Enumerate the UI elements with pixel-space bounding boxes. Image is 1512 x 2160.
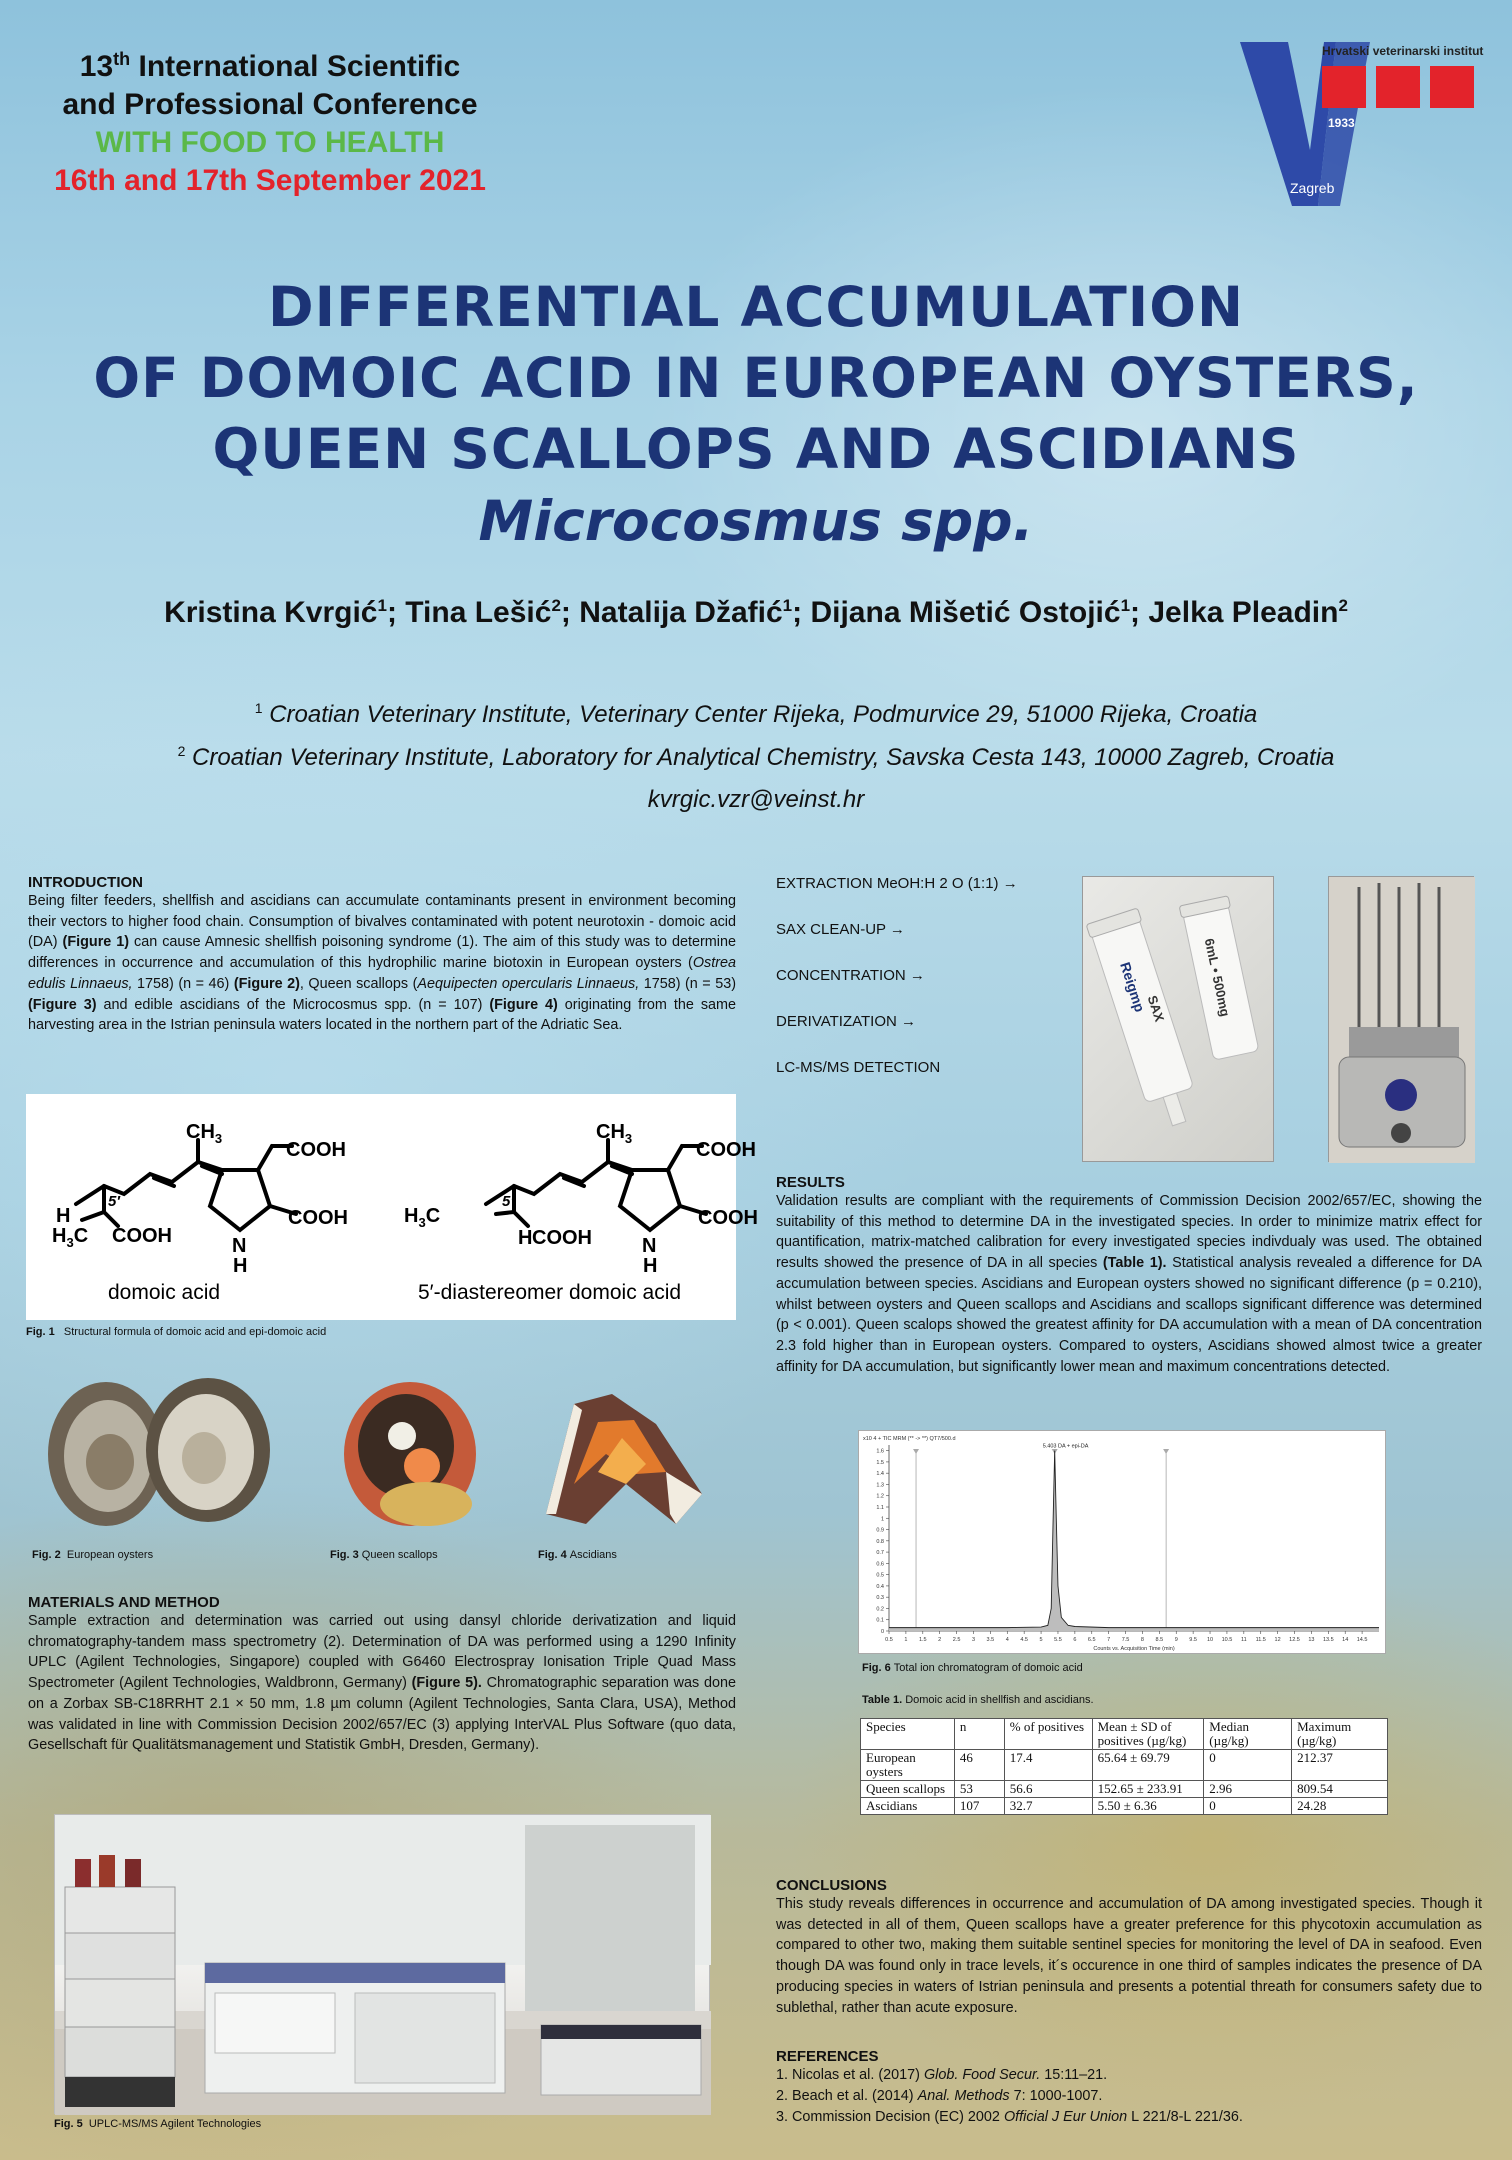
svg-text:5′: 5′ (108, 1193, 120, 1210)
y-tick-label: 0.8 (876, 1538, 884, 1545)
x-tick-label: 9.5 (1189, 1637, 1197, 1643)
col-median: Median (µg/kg) (1204, 1719, 1292, 1750)
svg-text:H: H (643, 1255, 658, 1277)
y-tick-label: 1.5 (876, 1459, 884, 1466)
svg-text:COOH: COOH (532, 1227, 592, 1249)
conclusions-heading: CONCLUSIONS (776, 1877, 887, 1894)
y-tick-label: 1.1 (876, 1505, 884, 1511)
logo-square-3 (1430, 66, 1474, 108)
chromatogram-chart (859, 1431, 1387, 1655)
col-species: Species (861, 1719, 955, 1750)
x-tick-label: 7 (1107, 1637, 1111, 1643)
conference-dates: 16th and 17th September 2021 (54, 164, 486, 197)
conference-slogan: WITH FOOD TO HEALTH (95, 126, 445, 159)
svg-text:N: N (232, 1235, 247, 1257)
chart-header: x10 4 + TIC MRM (** -> **) QT7/500.d (863, 1436, 956, 1442)
y-tick-label: 0.3 (876, 1595, 884, 1602)
y-tick-label: 0 (880, 1629, 884, 1635)
scallop-photo-icon (344, 1382, 476, 1526)
evaporator-photo (1328, 876, 1474, 1162)
svg-text:COOH: COOH (698, 1207, 758, 1229)
x-tick-label: 12.5 (1289, 1637, 1300, 1643)
x-tick-label: 1.5 (918, 1637, 927, 1643)
x-tick-label: 4 (1005, 1637, 1009, 1643)
x-tick-label: 11.5 (1255, 1637, 1266, 1643)
x-tick-label: 3 (971, 1637, 976, 1643)
svg-text:COOH: COOH (112, 1225, 172, 1247)
reference-item: 2. Beach et al. (2014) Anal. Methods 7: 1000-1007. (776, 2088, 1103, 2104)
x-tick-label: 10 (1206, 1637, 1214, 1643)
svg-text:Reigmp: Reigmp (1117, 960, 1149, 1014)
materials-text: Sample extraction and determination was carried out using dansyl chloride derivatization and liquid chromatography-tandem mass spectrometry (2). Determination of DA was performed using a 1290 Infinity UPLC (Agilent Technologies, Singapore) coupled with G6460 Electrospray Ionisation Triple Quad Mass Spectrometer (Agilent Technologies, Waldbronn, Germany) (Figure 5). Chromatographic separation was done on a Zorbax SB-C18RRHT 2.1 × 50 mm, 1.8 µm column (Agilent Technologies, Santa Clara, USA), Method was validated in line with Commission Decision 2002/657/EC (3) applying InterVAL Plus Software (quo data, Gesellschaft für Qualitätsmanagement und Statistik GmbH, Dresden, Germany). (28, 1613, 736, 1754)
svg-text:CH3: $CH_3$ (186, 1121, 223, 1146)
materials-section (28, 1594, 736, 1756)
y-tick-label: 1.6 (876, 1448, 884, 1455)
x-tick-label: 1 (904, 1637, 908, 1643)
evaporator-icon (1329, 877, 1475, 1163)
x-tick-label: 5 (1039, 1637, 1043, 1643)
marker-triangle (913, 1449, 919, 1454)
fig5-caption: Fig. 5 UPLC-MS/MS Agilent Technologies (54, 2118, 262, 2130)
table1-caption: Table 1. Domoic acid in shellfish and ascidians. (862, 1694, 1094, 1706)
y-tick-label: 1.4 (876, 1471, 884, 1478)
conference-line-1: 13th International Scientific (79, 49, 461, 83)
institute-name: Hrvatski veterinarski institut (1322, 44, 1484, 58)
results-text: Validation results are compliant with the requirements of Commission Decision 2002/657/EC, showing the suitability of this method to determine DA in the investigated species. In order to minimize matrix effect for quantification, matrix-matched calibration for every investigated species indivdualy was used. The obtained results showed the presence of DA in all species (Table 1). Statistical analysis revealed a difference for DA accumulation between species. Ascidians and European oysters showed no significant difference (p = 0.210), whilst between oysters and Queen scallops and Ascidians and scallops significant difference was determined (p < 0.001). Queen scalops showed the greatest affinity for DA accumulation with a mean of DA concentration 2.3 fold higher than in European oysters. Compared to oysters, Ascidians showed almost twice a greater affinity for DA accumulation, but significantly lower mean and maximum concentrations detected. (776, 1193, 1482, 1375)
fig5-instrument-photo (54, 1814, 710, 2114)
col-positives: % of positives (1004, 1719, 1092, 1750)
x-tick-label: 2 (938, 1637, 942, 1643)
references-section (776, 2048, 1482, 2128)
svg-text:COOH: COOH (696, 1139, 756, 1161)
x-tick-label: 4.5 (1020, 1637, 1029, 1643)
y-tick-label: 1.2 (876, 1493, 884, 1500)
logo-square-1 (1322, 66, 1366, 108)
oyster-photo-icon (48, 1378, 270, 1526)
marker-triangle (1163, 1449, 1169, 1454)
x-axis-label: Counts vs. Acquisition Time (min) (1093, 1646, 1175, 1652)
step-detection: LC-MS/MS DETECTION (776, 1059, 941, 1076)
y-tick-label: 0.2 (876, 1606, 884, 1613)
svg-text:H3C: $H_3C$ (52, 1225, 89, 1250)
x-tick-label: 14 (1342, 1637, 1349, 1643)
svg-text:N: N (642, 1235, 657, 1257)
lab-instrument-icon (55, 1815, 711, 2115)
svg-text:H: H (56, 1205, 71, 1227)
svg-text:CH3: $CH_3$ (596, 1121, 633, 1146)
fig6-caption: Fig. 6 Total ion chromatogram of domoic acid (862, 1662, 1083, 1674)
y-tick-label: 0.9 (876, 1527, 884, 1534)
svg-text:6mL • 500mg: 6mL • 500mg (1201, 937, 1233, 1018)
table-row: European oysters 46 17.4 65.64 ± 69.79 0 212.37 (861, 1750, 1388, 1781)
y-tick-label: 1 (880, 1516, 884, 1523)
conclusions-section (776, 1877, 1482, 2018)
y-tick-label: 0.6 (876, 1561, 884, 1568)
x-tick-label: 10.5 (1221, 1637, 1233, 1643)
series-line (889, 1451, 1379, 1628)
title-line-1: DIFFERENTIAL ACCUMULATION (268, 275, 1244, 339)
table1-domoic-acid (860, 1718, 1388, 1815)
conference-info (20, 40, 520, 200)
introduction-heading: INTRODUCTION (28, 874, 143, 891)
x-tick-label: 0.5 (885, 1637, 893, 1643)
fig1-label-epi: 5′-diastereomer domoic acid (418, 1281, 682, 1304)
x-tick-label: 5.5 (1054, 1637, 1062, 1643)
table-row: Ascidians 107 32.7 5.50 ± 6.36 0 24.28 (861, 1798, 1388, 1815)
spe-cartridge-photo (1082, 876, 1274, 1162)
x-tick-label: 8 (1140, 1637, 1144, 1643)
references-heading: REFERENCES (776, 2048, 879, 2065)
logo-city: Zagreb (1290, 180, 1335, 196)
x-tick-label: 13.5 (1322, 1637, 1334, 1643)
y-tick-label: 0.7 (876, 1550, 884, 1557)
introduction-text: Being filter feeders, shellfish and ascidians can accumulate contaminants present in environment becoming their vectors to higher food chain. Consumption of bivalves contaminated with potent neurotoxin - domoic acid (DA) (Figure 1) can cause Amnesic shellfish poisoning syndrome (1). The aim of this study was to determine differences in occurrence and accumulation of this hydrophilic marine biotoxin in European oysters (Ostrea edulis Linnaeus, 1758) (n = 46) (Figure 2), Queen scallops (Aequipecten opercularis Linnaeus, 1758) (n = 53) (Figure 3) and edible ascidians of the Microcosmus spp. (n = 107) (Figure 4) originating from the same harvesting area in the Istrian peninsula waters located in the northern part of the Adriatic Sea. (28, 893, 737, 1034)
fig2-caption: Fig. 2 European oysters (32, 1549, 154, 1561)
reference-item: 1. Nicolas et al. (2017) Glob. Food Secur. 15:11–21. (776, 2067, 1108, 2083)
x-tick-label: 12 (1274, 1637, 1281, 1643)
x-tick-label: 6 (1073, 1637, 1077, 1643)
conclusions-text: This study reveals differences in occurrence and accumulation of DA among investigated species. Though it was detected in all of them, Queen scallops have a greater preference for this phycotoxin accumulation as compared to other two, making them suitable sentinel species for monitoring the level of DA in seafood. Even though DA was found only in trace levels, it´s occurence in one third of samples indicates the presence of DA producing species in waters of Istrian peninsula and presents a potential threath for consumers safety due to sublethal, rather than acute exposure. (776, 1896, 1482, 2016)
series-area (889, 1451, 1379, 1631)
svg-text:COOH: COOH (286, 1139, 346, 1161)
fig1-caption: Fig. 1 Structural formula of domoic acid and epi-domoic acid (26, 1326, 327, 1338)
results-heading: RESULTS (776, 1174, 845, 1191)
fig1-label-domoic: domoic acid (108, 1281, 221, 1304)
svg-text:H: H (233, 1255, 248, 1277)
affiliation-2: $^2$ Croatian Veterinary Institute, Laboratory for Analytical Chemistry, Savska Cesta 143, 10000 Zagreb, Croatia (177, 743, 1335, 771)
x-tick-label: 13 (1308, 1637, 1315, 1643)
x-tick-label: 2.5 (952, 1637, 961, 1643)
x-tick-label: 8.5 (1155, 1637, 1164, 1643)
title-line-2: OF DOMOIC ACID IN EUROPEAN OYSTERS, (93, 346, 1419, 410)
fig4-caption: Fig. 4 Ascidians (538, 1549, 617, 1561)
x-tick-label: 6.5 (1087, 1637, 1096, 1643)
fig6-chromatogram (858, 1430, 1386, 1654)
x-tick-label: 14.5 (1356, 1637, 1368, 1643)
x-tick-label: 7.5 (1121, 1637, 1130, 1643)
svg-text:H3C: $H_3C$ (404, 1205, 441, 1230)
table-row: Queen scallops 53 56.6 152.65 ± 233.91 2.96 809.54 (861, 1781, 1388, 1798)
institute-logo (1240, 38, 1484, 208)
affiliation-1: $^1$ Croatian Veterinary Institute, Veterinary Center Rijeka, Podmurvice 29, 51000 Rijeka, Croatia (254, 700, 1258, 728)
y-tick-label: 0.1 (876, 1617, 884, 1624)
step-concentration: CONCENTRATION → (776, 967, 925, 984)
logo-square-2 (1376, 66, 1420, 108)
step-derivatization: DERIVATIZATION → (776, 1013, 917, 1030)
materials-heading: MATERIALS AND METHOD (28, 1594, 220, 1611)
table-header-row (861, 1719, 1388, 1750)
y-tick-label: 0.4 (876, 1583, 884, 1590)
col-mean: Mean ± SD of positives (µg/kg) (1092, 1719, 1204, 1750)
title-line-3: QUEEN SCALLOPS AND ASCIDIANS (212, 417, 1300, 481)
y-tick-label: 0.5 (876, 1572, 884, 1579)
svg-text:SAX: SAX (1144, 993, 1168, 1024)
x-tick-label: 9 (1174, 1637, 1178, 1643)
svg-text:5′: 5′ (502, 1193, 514, 1210)
step-sax-cleanup: SAX CLEAN-UP → (776, 921, 905, 938)
x-tick-label: 11 (1240, 1637, 1247, 1643)
results-section (776, 1174, 1482, 1377)
peak-label: 5.403 DA + epi-DA (1042, 1443, 1089, 1450)
fig1-structural-formula (26, 1094, 758, 1320)
workflow-steps (776, 874, 1076, 1104)
domoic-acid-structure-icon (26, 1094, 758, 1320)
title-species: Microcosmus spp. (478, 489, 1034, 553)
ascidian-photo-icon (546, 1394, 702, 1524)
col-maximum: Maximum (µg/kg) (1292, 1719, 1388, 1750)
y-tick-label: 1.3 (876, 1482, 884, 1489)
poster-title (20, 272, 1492, 557)
x-tick-label: 3.5 (986, 1637, 995, 1643)
step-extraction: EXTRACTION MeOH:H 2 O (1:1) → (776, 875, 1018, 892)
author-list: Kristina Kvrgić$^1$; Tina Lešić$^2$; Natalija Džafić$^1$; Dijana Mišetić Ostojić$^1$; Jelka Pleadin$^2$ (164, 596, 1348, 629)
conference-line-2: and Professional Conference (62, 88, 478, 121)
svg-text:COOH: COOH (288, 1207, 348, 1229)
col-n: n (954, 1719, 1004, 1750)
affiliations (20, 690, 1492, 776)
fig3-caption: Fig. 3 Queen scallops (330, 1549, 438, 1561)
v-logo-icon (1240, 38, 1480, 208)
reference-item: 3. Commission Decision (EC) 2002 Official J Eur Union L 221/8-L 221/36. (776, 2109, 1243, 2125)
contact-email[interactable]: kvrgic.vzr@veinst.hr (647, 786, 865, 813)
species-photos (26, 1364, 726, 1534)
spe-cartridge-icon (1083, 877, 1275, 1163)
svg-text:H: H (518, 1227, 533, 1249)
logo-year: 1933 (1328, 116, 1355, 130)
introduction-section (28, 874, 736, 1036)
